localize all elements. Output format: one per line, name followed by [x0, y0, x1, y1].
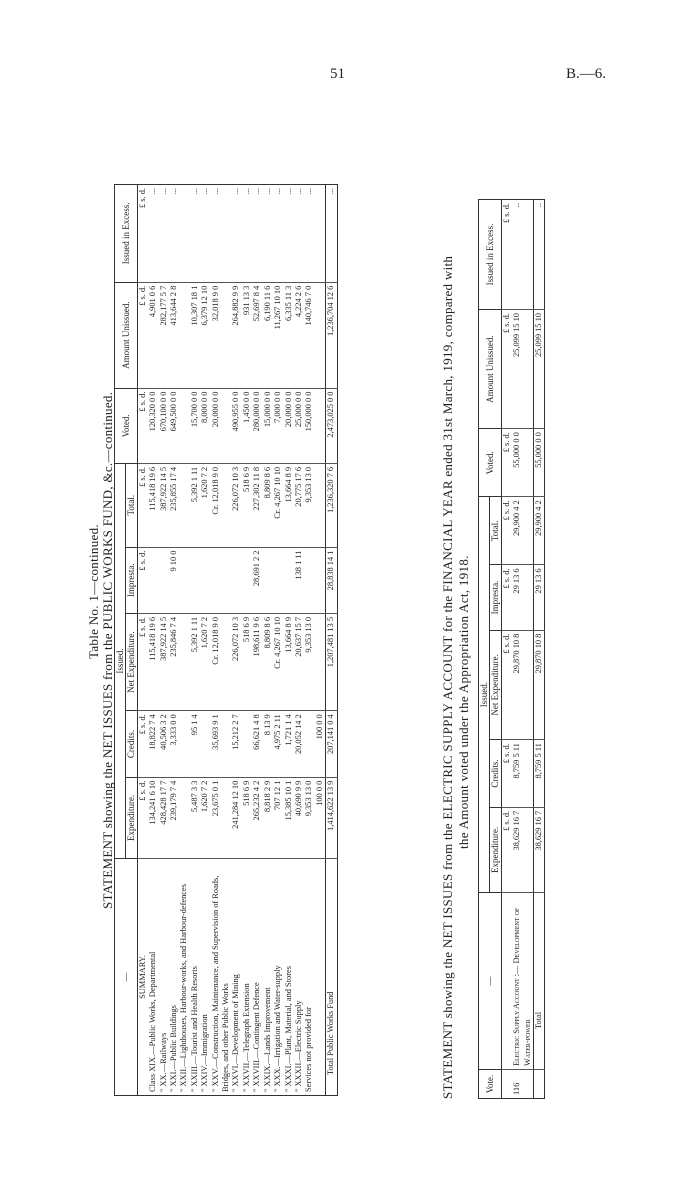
cell-value: 9 10 0	[169, 547, 179, 613]
cell-value: 29 13 6	[512, 565, 533, 630]
total-row	[326, 185, 337, 1096]
row-label: " XXXI.—Plant, Material, and Stores	[283, 966, 293, 1092]
cell-value: 518 6 9	[242, 463, 252, 547]
row-label: " XXIII.—Tourist and Health Resorts	[189, 966, 199, 1092]
total-value: 1,236,320 7 6	[326, 463, 337, 547]
cell-value: ...	[231, 185, 241, 283]
total-value: 1,414,622 13 9	[326, 777, 337, 858]
document-reference: B.—6.	[566, 66, 607, 82]
cell-value: 265,232 4 2	[252, 777, 262, 858]
issued-group-header: Issued.	[115, 463, 126, 858]
cell-value	[242, 547, 252, 613]
cell-value: 413,644 2 8	[169, 282, 179, 388]
cell-value: 387,922 14 5	[159, 463, 169, 547]
col-impresta: Impresta.	[126, 547, 137, 613]
row-label: " XXV.—Construction, Maintenance, and Supervision of Roads, Bridges, and other Public Works	[210, 875, 231, 1092]
table-row	[211, 185, 232, 1096]
cell-value	[211, 547, 232, 613]
cell-value: ...	[263, 185, 273, 283]
blank-cell	[501, 893, 512, 1070]
table-row	[179, 185, 189, 1096]
table-row	[231, 185, 241, 1096]
cell-value: 707 12 1	[273, 777, 283, 858]
total-label: Total	[534, 893, 545, 1070]
currency-row	[501, 200, 512, 1099]
cell-value: Cr. 4,267 10 10	[273, 613, 283, 710]
summary-heading-col: —	[115, 859, 138, 1096]
col-description: —	[479, 893, 502, 1070]
currency-unit: £ s. d.	[137, 711, 148, 777]
cell-value: ...	[211, 185, 232, 283]
total-value: 2,473,025 0 0	[326, 388, 337, 463]
total-value: 38,629 16 7	[534, 807, 545, 892]
cell-value: Cr. 12,018 9 0	[211, 463, 232, 547]
cell-value	[315, 613, 326, 710]
table-row	[512, 200, 533, 1099]
cell-value: 428,428 17 7	[159, 777, 169, 858]
cell-value: 1,620 7 2	[200, 463, 210, 547]
page-number: 51	[330, 66, 345, 82]
cell-value: 20,000 0 0	[211, 388, 232, 463]
cell-value: 115,418 19 6	[148, 613, 158, 710]
cell-value	[304, 547, 314, 613]
table-row	[315, 185, 326, 1096]
row-label: Services not provided for	[304, 1007, 314, 1092]
cell-value: 670,100 0 0	[159, 388, 169, 463]
total-value: 55,000 0 0	[534, 429, 545, 497]
cell-value: 13,664 8 9	[284, 613, 294, 710]
currency-unit: £ s. d.	[501, 310, 512, 429]
cell-value: 931 13 3	[242, 282, 252, 388]
cell-value: 35,693 9 1	[211, 711, 232, 777]
cell-value: 11,267 10 10	[273, 282, 283, 388]
cell-value: 100 0 0	[315, 711, 326, 777]
currency-unit: £ s. d.	[137, 547, 148, 613]
total-row	[534, 200, 545, 1099]
cell-value: ...	[304, 185, 314, 283]
row-label: Class XIX.—Public Works, Departmental	[148, 951, 158, 1092]
total-value: 29,870 10 8	[534, 630, 545, 740]
cell-value: ...	[169, 185, 179, 283]
cell-value: 6,335 11 3	[284, 282, 294, 388]
blank-cell	[501, 1070, 512, 1099]
cell-value: 66,621 4 8	[252, 711, 262, 777]
cell-value: 6,190 11 6	[263, 282, 273, 388]
cell-value	[179, 547, 189, 613]
blank-cell	[534, 1070, 545, 1099]
cell-value	[315, 185, 326, 283]
cell-value: 649,500 0 0	[169, 388, 179, 463]
cell-value: 280,000 0 0	[252, 388, 262, 463]
cell-value: 8,000 0 0	[200, 388, 210, 463]
currency-unit: £ s. d.	[137, 777, 148, 858]
cell-value: ...	[294, 185, 304, 283]
cell-value	[179, 777, 189, 858]
total-value: 25,099 15 10	[534, 310, 545, 429]
cell-value: 29,900 4 2	[512, 497, 533, 565]
cell-value: 5,392 1 11	[190, 463, 200, 547]
table-row	[148, 185, 158, 1096]
cell-value	[315, 463, 326, 547]
cell-value: 387,922 14 5	[159, 613, 169, 710]
cell-value: Cr. 12,018 9 0	[211, 613, 232, 710]
electric-supply-table	[478, 199, 545, 1099]
cell-value	[179, 613, 189, 710]
currency-unit: £ s. d.	[137, 463, 148, 547]
table-row	[159, 185, 169, 1096]
cell-value: 95 1 4	[190, 711, 200, 777]
cell-value: Cr. 4,267 10 10	[273, 463, 283, 547]
cell-value	[304, 711, 314, 777]
cell-value: 241,284 12 10	[231, 777, 241, 858]
cell-value: 150,000 0 0	[304, 388, 314, 463]
currency-unit: £ s. d.	[137, 185, 148, 283]
cell-value: 3,333 0 0	[169, 711, 179, 777]
table-row	[304, 185, 314, 1096]
total-value: ...	[326, 185, 337, 283]
cell-value: 28,691 2 2	[252, 547, 262, 613]
cell-value: 9,353 13 0	[304, 613, 314, 710]
summary-label: SUMMARY.	[137, 955, 147, 999]
col-voted: Voted.	[479, 429, 502, 497]
col-expenditure: Expenditure.	[490, 807, 501, 892]
cell-value: ...	[200, 185, 210, 283]
currency-unit: £ s. d.	[501, 630, 512, 740]
cell-value: 25,000 0 0	[294, 388, 304, 463]
cell-value: 23,675 0 1	[211, 777, 232, 858]
cell-value: 20,775 17 6	[294, 463, 304, 547]
vote-number: 116	[512, 1082, 522, 1095]
cell-value: 115,418 19 6	[148, 463, 158, 547]
row-label: " XXVIII.—Contingent Defence	[252, 982, 262, 1092]
cell-value: ...	[284, 185, 294, 283]
cell-value: 29,870 10 8	[512, 630, 533, 740]
table-row	[169, 185, 179, 1096]
cell-value: 138 1 11	[294, 547, 304, 613]
cell-value	[315, 282, 326, 388]
table1-title: STATEMENT showing the NET ISSUES from the PUBLIC WORKS FUND, &c.—continued.	[100, 391, 115, 909]
currency-row	[137, 185, 148, 1096]
currency-unit: £ s. d.	[137, 388, 148, 463]
row-label: " XXII.—Lighthouses, Harbour-works, and Harbour-defences	[179, 884, 189, 1092]
cell-value	[231, 547, 241, 613]
table-row	[273, 185, 283, 1096]
row-label: " XX.—Railways	[158, 1032, 168, 1092]
cell-value	[315, 547, 326, 613]
cell-value: 198,611 9 6	[252, 613, 262, 710]
total-value: 1,207,481 13 5	[326, 613, 337, 710]
total-value: 29 13 6	[534, 565, 545, 630]
cell-value: ...	[273, 185, 283, 283]
cell-value: 38,629 16 7	[512, 807, 533, 892]
cell-value: ..	[512, 200, 533, 310]
cell-value	[315, 388, 326, 463]
cell-value: ...	[190, 185, 200, 283]
cell-value: 8,809 8 6	[263, 613, 273, 710]
table2-title-line1: STATEMENT showing the NET ISSUES from the ELECTRIC SUPPLY ACCOUNT for the FINANCIAL YEAR ended 31st March, 1919, compared with	[440, 255, 455, 1099]
cell-value: 8,818 2 9	[263, 777, 273, 858]
cell-value: 20,637 15 7	[294, 613, 304, 710]
total-value: 28,838 14 1	[326, 547, 337, 613]
cell-value: 40,506 3 2	[159, 711, 169, 777]
row-label: " XXIX.—Lands Improvement	[262, 987, 272, 1092]
cell-value: 490,955 0 0	[231, 388, 241, 463]
cell-value: 4,224 2 6	[294, 282, 304, 388]
cell-value: 1,620 7 2	[200, 613, 210, 710]
cell-value: ...	[242, 185, 252, 283]
cell-value: 5,392 1 11	[190, 613, 200, 710]
cell-value	[179, 282, 189, 388]
cell-value: ...	[159, 185, 169, 283]
cell-value	[190, 547, 200, 613]
col-voted: Voted.	[115, 388, 138, 463]
table-row	[190, 185, 200, 1096]
col-credits: Credits.	[126, 711, 137, 777]
cell-value: ...	[252, 185, 262, 283]
row-label	[315, 859, 326, 1096]
currency-unit: £ s. d.	[501, 565, 512, 630]
col-impresta: Impresta.	[490, 565, 501, 630]
cell-value: 235,846 7 4	[169, 613, 179, 710]
total-value: 29,900 4 2	[534, 497, 545, 565]
cell-value: 239,179 7 4	[169, 777, 179, 858]
cell-value	[200, 711, 210, 777]
cell-value	[263, 547, 273, 613]
table-row	[252, 185, 262, 1096]
total-value: ..	[534, 200, 545, 310]
cell-value	[284, 547, 294, 613]
currency-unit: £ s. d.	[501, 497, 512, 565]
col-expenditure: Expenditure.	[126, 777, 137, 858]
row-label: " XXVI.—Development of Mining	[231, 974, 241, 1092]
cell-value: 15,385 10 1	[284, 777, 294, 858]
cell-value: 15,700 0 0	[190, 388, 200, 463]
cell-value: 10,307 18 1	[190, 282, 200, 388]
cell-value: 227,302 11 8	[252, 463, 262, 547]
currency-unit: £ s. d.	[501, 807, 512, 892]
cell-value	[179, 388, 189, 463]
row-label: " XXVII.—Telegraph Extension	[241, 983, 251, 1092]
cell-value: 518 6 9	[242, 613, 252, 710]
cell-value: 134,241 6 10	[148, 777, 158, 858]
col-total: Total.	[490, 497, 501, 565]
cell-value: 32,018 9 0	[211, 282, 232, 388]
col-amount-unissued: Amount Unissued.	[115, 282, 138, 388]
cell-value	[242, 711, 252, 777]
cell-value: 15,000 0 0	[263, 388, 273, 463]
col-vote: Vote.	[479, 1070, 502, 1099]
cell-value	[179, 185, 189, 283]
cell-value: 100 0 0	[315, 777, 326, 858]
col-net-expenditure: Net Expenditure.	[126, 613, 137, 710]
cell-value: 15,212 2 7	[231, 711, 241, 777]
cell-value: 13,664 8 9	[284, 463, 294, 547]
col-credits: Credits.	[490, 740, 501, 808]
cell-value: ...	[148, 185, 158, 283]
cell-value: 1,450 0 0	[242, 388, 252, 463]
cell-value: 52,697 8 4	[252, 282, 262, 388]
cell-value: 20,052 14 2	[294, 711, 304, 777]
cell-value	[179, 711, 189, 777]
row-label: " XXXII.—Electric Supply	[293, 1000, 303, 1092]
cell-value: 7,000 0 0	[273, 388, 283, 463]
cell-value: 226,072 10 3	[231, 463, 241, 547]
col-total: Total.	[126, 463, 137, 547]
cell-value: 25,099 15 10	[512, 310, 533, 429]
total-value: 1,236,704 12 6	[326, 282, 337, 388]
cell-value	[200, 547, 210, 613]
cell-value: 235,855 17 4	[169, 463, 179, 547]
table-row	[263, 185, 273, 1096]
row-label: " XXI.—Public Buildings	[169, 1005, 179, 1092]
cell-value: 9,353 13 0	[304, 463, 314, 547]
table-row	[284, 185, 294, 1096]
cell-value	[273, 547, 283, 613]
cell-value: 5,487 3 3	[190, 777, 200, 858]
cell-value	[179, 463, 189, 547]
cell-value: 4,975 2 11	[273, 711, 283, 777]
col-issued-in-excess: Issued in Excess.	[479, 200, 502, 310]
cell-value: 40,690 9 9	[294, 777, 304, 858]
cell-value: 20,000 0 0	[284, 388, 294, 463]
cell-value: 18,822 7 4	[148, 711, 158, 777]
net-issues-table	[114, 184, 338, 1096]
currency-unit: £ s. d.	[501, 429, 512, 497]
cell-value: 9,353 13 0	[304, 777, 314, 858]
cell-value: 55,000 0 0	[512, 429, 533, 497]
total-value: 207,141 0 4	[326, 711, 337, 777]
currency-unit: £ s. d.	[137, 282, 148, 388]
total-value: 8,759 5 11	[534, 740, 545, 808]
cell-value	[159, 547, 169, 613]
row-label: Electric Supply Account :— Development of Water-power	[512, 893, 533, 1070]
cell-value: 140,746 7 0	[304, 282, 314, 388]
col-issued-in-excess: Issued in Excess.	[115, 185, 138, 283]
cell-value: 264,882 9 9	[231, 282, 241, 388]
col-net-expenditure: Net Expenditure.	[490, 630, 501, 740]
cell-value: 282,177 5 7	[159, 282, 169, 388]
table-row	[242, 185, 252, 1096]
issued-group-header: Issued.	[479, 497, 490, 893]
cell-value	[148, 547, 158, 613]
cell-value: 226,072 10 3	[231, 613, 241, 710]
cell-value: 8 13 9	[263, 711, 273, 777]
col-amount-unissued: Amount Unissued.	[479, 310, 502, 429]
cell-value: 4,901 0 6	[148, 282, 158, 388]
cell-value: 518 6 9	[242, 777, 252, 858]
currency-unit: £ s. d.	[501, 740, 512, 808]
currency-unit: £ s. d.	[137, 613, 148, 710]
cell-value: 6,379 12 10	[200, 282, 210, 388]
table1-caption: Table No. 1—continued.	[86, 524, 101, 659]
cell-value: 120,320 0 0	[148, 388, 158, 463]
currency-unit: £ s. d.	[501, 200, 512, 310]
row-label: " XXIV.—Immigration	[200, 1014, 210, 1092]
cell-value: 8,809 8 6	[263, 463, 273, 547]
cell-value: 8,759 5 11	[512, 740, 533, 808]
table2-title-line2: the Amount voted under the Appropriation Act, 1918.	[456, 555, 471, 849]
cell-value: 1,721 1 4	[284, 711, 294, 777]
total-label: Total Public Works Fund	[326, 859, 337, 1096]
table-row	[294, 185, 304, 1096]
cell-value: 1,620 7 2	[200, 777, 210, 858]
row-label: " XXX.—Irrigation and Water-supply	[273, 965, 283, 1092]
table-row	[200, 185, 210, 1096]
